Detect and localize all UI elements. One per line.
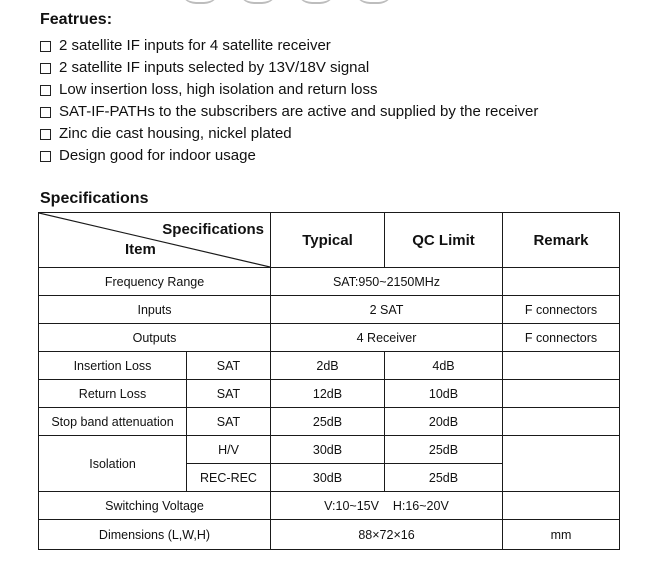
row-label: Switching Voltage: [39, 492, 271, 520]
row-typical: 30dB: [271, 436, 385, 464]
table-row: [39, 408, 620, 436]
row-qc-limit: 20dB: [385, 408, 503, 436]
table-row: [39, 268, 620, 296]
feature-text: 2 satellite IF inputs for 4 satellite receiver: [59, 37, 331, 54]
feature-item: [40, 79, 538, 101]
row-sub-label: REC-REC: [187, 464, 271, 492]
row-value: 88×72×16: [271, 520, 503, 550]
table-row: [39, 436, 620, 464]
feature-text: SAT-IF-PATHs to the subscribers are active and supplied by the receiver: [59, 103, 539, 120]
row-label: Outputs: [39, 324, 271, 352]
features-list: [40, 35, 538, 167]
table-row: [39, 296, 620, 324]
header-diagonal-cell: [39, 213, 271, 268]
row-sub-label: SAT: [187, 352, 271, 380]
row-remark: mm: [503, 520, 620, 550]
row-sub-label: SAT: [187, 408, 271, 436]
row-typical: 30dB: [271, 464, 385, 492]
row-label: Stop band attenuation: [39, 408, 187, 436]
row-remark: F connectors: [503, 324, 620, 352]
row-label: Insertion Loss: [39, 352, 187, 380]
row-remark: [503, 408, 620, 436]
row-remark: [503, 492, 620, 520]
row-typical: 2dB: [271, 352, 385, 380]
feature-item: [40, 57, 538, 79]
row-label: Inputs: [39, 296, 271, 324]
feature-text: Low insertion loss, high isolation and return loss: [59, 81, 378, 98]
feature-item: [40, 145, 538, 167]
arc-decoration: [238, 0, 278, 4]
row-remark: [503, 436, 620, 492]
row-qc-limit: 10dB: [385, 380, 503, 408]
row-qc-limit: 25dB: [385, 436, 503, 464]
checkbox-icon: [40, 63, 51, 74]
feature-text: 2 satellite IF inputs selected by 13V/18V signal: [59, 59, 370, 76]
row-label: Isolation: [39, 436, 187, 492]
specifications-heading: Specifications: [40, 190, 149, 207]
row-typical: 25dB: [271, 408, 385, 436]
table-row: [39, 492, 620, 520]
row-remark: [503, 268, 620, 296]
specifications-table: [38, 212, 620, 550]
row-qc-limit: 25dB: [385, 464, 503, 492]
row-label: Return Loss: [39, 380, 187, 408]
table-row: [39, 380, 620, 408]
arc-decoration: [296, 0, 336, 4]
checkbox-icon: [40, 85, 51, 96]
row-value: 2 SAT: [271, 296, 503, 324]
feature-text: Design good for indoor usage: [59, 147, 256, 164]
header-remark: Remark: [503, 213, 620, 268]
features-heading: Featrues:: [40, 11, 113, 28]
row-remark: F connectors: [503, 296, 620, 324]
feature-item: [40, 35, 538, 57]
table-row: [39, 352, 620, 380]
table-row: [39, 520, 620, 550]
row-value: V:10~15V H:16~20V: [271, 492, 503, 520]
table-row: [39, 324, 620, 352]
row-remark: [503, 380, 620, 408]
checkbox-icon: [40, 41, 51, 52]
header-typical: Typical: [271, 213, 385, 268]
feature-item: [40, 123, 538, 145]
checkbox-icon: [40, 129, 51, 140]
row-sub-label: SAT: [187, 380, 271, 408]
arc-decoration: [180, 0, 220, 4]
table-header-row: [39, 213, 620, 268]
arc-decoration: [354, 0, 394, 4]
row-value: 4 Receiver: [271, 324, 503, 352]
row-qc-limit: 4dB: [385, 352, 503, 380]
row-remark: [503, 352, 620, 380]
header-qc-limit: QC Limit: [385, 213, 503, 268]
feature-item: [40, 101, 538, 123]
checkbox-icon: [40, 151, 51, 162]
row-typical: 12dB: [271, 380, 385, 408]
row-value: SAT:950~2150MHz: [271, 268, 503, 296]
header-specifications: Specifications: [162, 221, 264, 238]
row-label: Frequency Range: [39, 268, 271, 296]
feature-text: Zinc die cast housing, nickel plated: [59, 125, 292, 142]
row-label: Dimensions (L,W,H): [39, 520, 271, 550]
checkbox-icon: [40, 107, 51, 118]
row-sub-label: H/V: [187, 436, 271, 464]
header-item: Item: [125, 241, 156, 258]
